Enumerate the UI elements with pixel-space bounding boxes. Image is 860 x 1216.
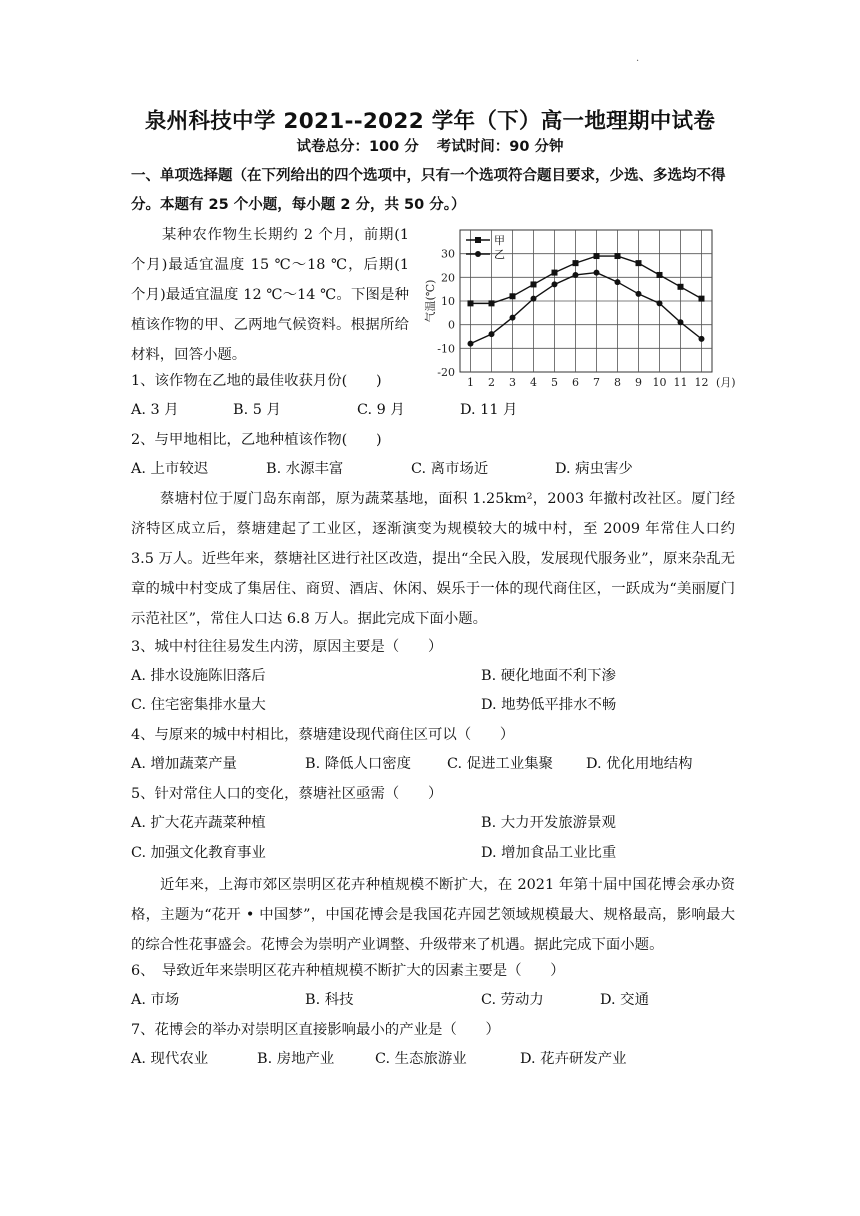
q3-option-b[interactable]: B. 硬化地面不利下渗 <box>481 668 616 684</box>
series-line-2 <box>471 273 702 344</box>
section-heading: 一、单项选择题（在下列给出的四个选项中，只有一个选项符合题目要求，少选、多选均不得分。本题有 25 个小题，每小题 2 分，共 50 分。） <box>131 168 726 213</box>
q5-option-d[interactable]: D. 增加食品工业比重 <box>481 845 617 861</box>
question-6: 6、 导致近年来崇明区花卉种植规模不断扩大的因素主要是（ ） <box>131 963 565 979</box>
series-2-point <box>552 281 558 287</box>
q7-option-c[interactable]: C. 生态旅游业 <box>375 1051 467 1067</box>
q6-option-b[interactable]: B. 科技 <box>305 992 354 1008</box>
x-tick-label: 2 <box>488 376 495 389</box>
q4-option-d[interactable]: D. 优化用地结构 <box>586 756 693 772</box>
x-tick-label: 6 <box>572 376 579 389</box>
q2-option-b[interactable]: B. 水源丰富 <box>266 461 344 477</box>
question-5: 5、针对常住人口的变化，蔡塘社区亟需（ ） <box>131 786 443 802</box>
question-2: 2、与甲地相比，乙地种植该作物( ) <box>131 432 382 448</box>
exam-title: 泉州科技中学 2021--2022 学年（下）高一地理期中试卷 <box>144 109 716 134</box>
series-1-point <box>468 300 474 306</box>
passage-chongming: 近年来，上海市郊区崇明区花卉种植规模不断扩大，在 2021 年第十届中国花博会承办资格，主题为“花开 • 中国梦”，中国花博会是我国花卉园艺领域规模最大、规格最高，影响最大的综合性花事盛会。花博会为崇明产业调整、升级带来了机遇。据此完成下面小题。 <box>131 877 735 953</box>
y-tick-label: 20 <box>441 271 455 285</box>
x-tick-label: 1 <box>467 376 474 389</box>
series-2-point <box>678 319 684 325</box>
series-2-point <box>573 272 579 278</box>
chart-axes <box>423 248 736 389</box>
q6-option-c[interactable]: C. 劳动力 <box>481 992 544 1008</box>
q2-option-a[interactable]: A. 上市较迟 <box>131 461 209 477</box>
q1-option-b[interactable]: B. 5 月 <box>233 402 281 418</box>
question-3: 3、城中村往往易发生内涝，原因主要是（ ） <box>131 639 443 655</box>
series-1-point <box>678 284 684 290</box>
x-tick-label: 5 <box>551 376 558 389</box>
y-tick-label: -20 <box>437 366 455 379</box>
x-tick-label: 10 <box>652 376 667 389</box>
passage-caitang: 蔡塘村位于厦门岛东南部，原为蔬菜基地，面积 1.25km²，2003 年撤村改社区。厦门经济特区成立后，蔡塘建起了工业区，逐渐演变为规模较大的城中村，至 2009 年常住人口约 3.5 万人。近些年来，蔡塘社区进行社区改造，提出“全民入股，发展现代服务业”，原来杂乱无章的城中村变成了集居住、商贸、酒店、休闲、娱乐于一体的现代商住区，一跃成为“美丽厦门示范社区”，常住人口达 6.8 万人。据此完成下面小题。 <box>131 491 735 627</box>
series-1-point <box>594 253 600 259</box>
q1-option-d[interactable]: D. 11 月 <box>460 402 518 418</box>
series-1-point <box>615 253 621 259</box>
legend-marker-2 <box>475 251 481 257</box>
x-tick-label: 3 <box>509 376 516 389</box>
question-4: 4、与原来的城中村相比，蔡塘建设现代商住区可以（ ） <box>131 727 515 743</box>
x-tick-label: 4 <box>530 376 537 389</box>
series-1-point <box>636 260 642 266</box>
exam-subtitle <box>0 135 860 156</box>
series-2-point <box>531 296 537 302</box>
q3-option-c[interactable]: C. 住宅密集排水量大 <box>131 697 266 713</box>
series-line-1 <box>471 256 702 303</box>
q2-option-d[interactable]: D. 病虫害少 <box>555 461 633 477</box>
y-tick-label: 30 <box>441 247 455 261</box>
x-tick-label: 8 <box>614 376 621 389</box>
legend-label-1: 甲 <box>494 234 505 247</box>
q6-option-d[interactable]: D. 交通 <box>600 992 649 1008</box>
header-dot: · <box>636 56 640 67</box>
x-tick-label: 11 <box>673 376 688 389</box>
passage-crop: 某种农作物生长期约 2 个月，前期(1 个月)最适宜温度 15 ℃～18 ℃，后期(1 个月)最适宜温度 12 ℃～14 ℃。下图是种植该作物的甲、乙两地气候资料。根据所给材料，回答小题。 <box>131 227 409 363</box>
exam-time: 考试时间：90 分钟 <box>436 139 564 155</box>
series-2-point <box>489 331 495 337</box>
total-score: 试卷总分：100 分 <box>296 139 419 155</box>
x-axis-unit: (月) <box>716 376 736 389</box>
y-tick-label: 10 <box>441 295 455 308</box>
chart-legend <box>466 234 505 261</box>
x-tick-label: 7 <box>593 376 600 389</box>
series-2-point <box>594 270 600 276</box>
series-2-point <box>615 279 621 285</box>
x-tick-label: 12 <box>694 376 709 389</box>
y-axis-label: 气温(℃) <box>424 279 437 323</box>
question-1: 1、该作物在乙地的最佳收获月份( ) <box>131 373 382 389</box>
q3-option-a[interactable]: A. 排水设施陈旧落后 <box>131 668 266 684</box>
series-2-point <box>657 300 663 306</box>
series-1-point <box>510 293 516 299</box>
y-tick-label: 0 <box>448 318 455 332</box>
q5-option-b[interactable]: B. 大力开发旅游景观 <box>481 815 616 831</box>
chart-series <box>468 253 705 347</box>
climate-chart <box>416 222 760 390</box>
series-1-point <box>552 270 558 276</box>
series-2-point <box>636 291 642 297</box>
q1-option-a[interactable]: A. 3 月 <box>131 402 179 418</box>
q4-option-a[interactable]: A. 增加蔬菜产量 <box>131 756 237 772</box>
series-1-point <box>657 272 663 278</box>
series-2-point <box>468 341 474 347</box>
q2-option-c[interactable]: C. 离市场近 <box>411 461 489 477</box>
y-tick-label: -10 <box>437 342 455 356</box>
q4-option-c[interactable]: C. 促进工业集聚 <box>447 756 553 772</box>
legend-marker-1 <box>475 237 481 243</box>
series-2-point <box>510 315 516 321</box>
series-2-point <box>699 336 705 342</box>
series-1-point <box>699 296 705 302</box>
q6-option-a[interactable]: A. 市场 <box>131 992 180 1008</box>
q4-option-b[interactable]: B. 降低人口密度 <box>305 756 412 772</box>
q7-option-b[interactable]: B. 房地产业 <box>257 1051 335 1067</box>
series-1-point <box>573 260 579 266</box>
legend-label-2: 乙 <box>494 248 505 261</box>
q7-option-a[interactable]: A. 现代农业 <box>131 1051 209 1067</box>
question-7: 7、花博会的举办对崇明区直接影响最小的产业是（ ） <box>131 1022 500 1038</box>
q5-option-c[interactable]: C. 加强文化教育事业 <box>131 845 266 861</box>
q3-option-d[interactable]: D. 地势低平排水不畅 <box>481 697 617 713</box>
q7-option-d[interactable]: D. 花卉研发产业 <box>520 1051 627 1067</box>
x-tick-label: 9 <box>635 376 642 389</box>
series-1-point <box>531 281 537 287</box>
q5-option-a[interactable]: A. 扩大花卉蔬菜种植 <box>131 815 266 831</box>
series-1-point <box>489 300 495 306</box>
q1-option-c[interactable]: C. 9 月 <box>357 402 405 418</box>
